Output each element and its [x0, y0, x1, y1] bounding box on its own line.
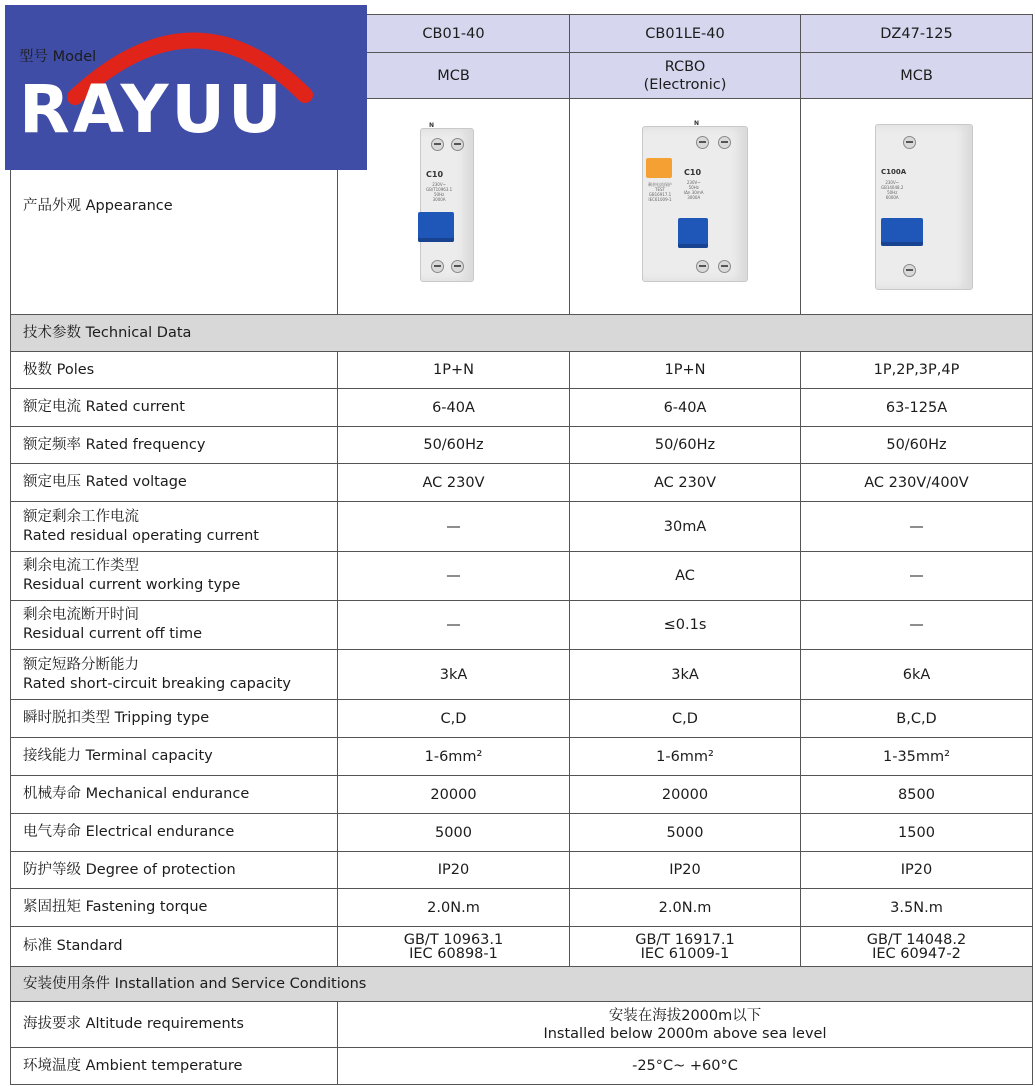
spec-label: [11, 601, 338, 650]
dz47-125-breaker-icon: C100A 230V~ GB14048.2 50Hz 6000A: [805, 100, 1028, 314]
spec-value: IP20: [801, 852, 1033, 889]
spec-value: 8500: [801, 776, 1033, 814]
spec-label-zh: 额定电压 Rated voltage: [23, 474, 187, 490]
spec-value: —: [801, 552, 1033, 601]
spec-value: —: [801, 502, 1033, 552]
spec-value: —: [338, 601, 570, 650]
spec-label-en: Residual current working type: [23, 577, 241, 593]
section-title: 技术参数 Technical Data: [11, 315, 1033, 352]
section-row: [11, 967, 1033, 1002]
spec-label-en: Residual current off time: [23, 626, 202, 642]
spec-label: [11, 352, 338, 389]
spec-label-zh: 剩余电流断开时间: [23, 607, 139, 623]
spec-row: [11, 650, 1033, 700]
standard-cell: [570, 927, 801, 967]
standard-value: GB/T 10963.1: [403, 931, 504, 948]
spec-row: [11, 776, 1033, 814]
standard-cell: [338, 927, 570, 967]
altitude-value: [338, 1002, 1033, 1048]
model-cell: CB01-40: [338, 15, 570, 53]
temperature-label: 环境温度 Ambient temperature: [11, 1048, 338, 1085]
spec-value: 1P+N: [338, 352, 570, 389]
spec-label-zh: 极数 Poles: [23, 361, 95, 378]
spec-row: [11, 552, 1033, 601]
standard-value: GB/T 16917.1: [635, 931, 735, 948]
spec-label-zh: 瞬时脱扣类型 Tripping type: [23, 710, 210, 726]
spec-value: AC 230V: [570, 464, 801, 502]
spec-label: [11, 552, 338, 601]
model-cell: DZ47-125: [801, 15, 1033, 53]
product-image-cell: [338, 99, 570, 315]
product-rating: C10: [684, 167, 702, 177]
type-cell: [570, 53, 801, 99]
cb01le-40-rcbo-icon: N 剩余电流保护 TEST GB16917.1 IEC61009-1 C10 230V~ 50Hz IΔn 30mA 3000A: [574, 100, 796, 314]
type-cell: MCB: [801, 53, 1033, 99]
spec-value: —: [801, 601, 1033, 650]
spec-row: [11, 502, 1033, 552]
product-rating: C10: [426, 169, 444, 179]
spec-value: AC: [570, 552, 801, 601]
type-sub: (Electronic): [643, 76, 727, 93]
spec-value: 1500: [801, 814, 1033, 852]
spec-label-zh: 额定短路分断能力: [23, 656, 139, 673]
spec-value: C,D: [570, 700, 801, 738]
spec-value: 3kA: [338, 650, 570, 700]
altitude-label: 海拔要求 Altitude requirements: [11, 1002, 338, 1048]
standard-label: 标准 Standard: [11, 927, 338, 967]
spec-value: 20000: [338, 776, 570, 814]
spec-value: 5000: [570, 814, 801, 852]
spec-value: ≤0.1s: [570, 601, 801, 650]
temperature-value: -25°C~ +60°C: [338, 1048, 1033, 1085]
spec-value: 1P+N: [570, 352, 801, 389]
spec-label: [11, 814, 338, 852]
spec-row: [11, 700, 1033, 738]
temperature-row: [11, 1048, 1033, 1085]
rayuu-logo: [5, 5, 367, 170]
standard-value: IEC 61009-1: [640, 945, 730, 962]
spec-value: 6-40A: [570, 389, 801, 427]
spec-value: 1-6mm²: [338, 738, 570, 776]
spec-label-zh: 额定剩余工作电流: [23, 508, 139, 525]
spec-value: 2.0N.m: [338, 889, 570, 927]
spec-row: [11, 738, 1033, 776]
spec-label: [11, 700, 338, 738]
spec-value: 1-6mm²: [570, 738, 801, 776]
product-image-cell: [570, 99, 801, 315]
model-cell: CB01LE-40: [570, 15, 801, 53]
spec-value: 5000: [338, 814, 570, 852]
spec-value: AC 230V: [338, 464, 570, 502]
spec-label-zh: 额定频率 Rated frequency: [23, 436, 206, 453]
spec-value: 30mA: [570, 502, 801, 552]
section-title: 安装使用条件 Installation and Service Conditions: [11, 967, 1033, 1002]
spec-value: 1-35mm²: [801, 738, 1033, 776]
spec-row: [11, 889, 1033, 927]
spec-row: [11, 464, 1033, 502]
spec-label-zh: 额定电流 Rated current: [23, 399, 185, 415]
spec-value: B,C,D: [801, 700, 1033, 738]
spec-value: 20000: [570, 776, 801, 814]
spec-label-zh: 紧固扭矩 Fastening torque: [23, 899, 208, 915]
spec-label: [11, 776, 338, 814]
spec-value: 63-125A: [801, 389, 1033, 427]
spec-label: [11, 650, 338, 700]
spec-value: IP20: [570, 852, 801, 889]
spec-label-zh: 接线能力 Terminal capacity: [23, 748, 213, 764]
spec-label-zh: 防护等级 Degree of protection: [23, 861, 236, 878]
spec-value: 1P,2P,3P,4P: [801, 352, 1033, 389]
standard-cell: [801, 927, 1033, 967]
spec-value: 2.0N.m: [570, 889, 801, 927]
spec-table: [10, 14, 1033, 1085]
product-image-cell: [801, 99, 1033, 315]
spec-label-en: Rated residual operating current: [23, 527, 259, 544]
spec-label: [11, 852, 338, 889]
spec-label-zh: 机械寿命 Mechanical endurance: [23, 786, 250, 802]
spec-value: C,D: [338, 700, 570, 738]
spec-value: 50/60Hz: [338, 427, 570, 464]
spec-value: 3.5N.m: [801, 889, 1033, 927]
type-cell: MCB: [338, 53, 570, 99]
spec-row: [11, 427, 1033, 464]
altitude-line: Installed below 2000m above sea level: [543, 1025, 827, 1042]
spec-label-zh: 电气寿命 Electrical endurance: [23, 824, 235, 840]
spec-label: [11, 738, 338, 776]
spec-row: [11, 352, 1033, 389]
standard-value: IEC 60947-2: [872, 945, 961, 962]
spec-value: 6kA: [801, 650, 1033, 700]
spec-value: 50/60Hz: [801, 427, 1033, 464]
logo-text: RAYUU: [19, 71, 285, 148]
spec-row: [11, 814, 1033, 852]
appearance-label: 产品外观 Appearance: [11, 99, 338, 315]
spec-value: AC 230V/400V: [801, 464, 1033, 502]
spec-row: [11, 852, 1033, 889]
spec-label: [11, 464, 338, 502]
spec-value: 6-40A: [338, 389, 570, 427]
type-main: RCBO: [664, 58, 706, 75]
spec-value: —: [338, 552, 570, 601]
spec-row: [11, 389, 1033, 427]
spec-value: IP20: [338, 852, 570, 889]
cb01-40-breaker-icon: N C10 230V~ GB/T10963.1 50Hz 3000A: [342, 100, 565, 314]
standard-row: [11, 927, 1033, 967]
spec-label: [11, 389, 338, 427]
model-label: 型号 Model: [19, 49, 97, 65]
spec-label: [11, 427, 338, 464]
spec-label-zh: 剩余电流工作类型: [23, 558, 139, 574]
standard-value: IEC 60898-1: [409, 945, 498, 962]
spec-value: —: [338, 502, 570, 552]
spec-value: 3kA: [570, 650, 801, 700]
section-row: [11, 315, 1033, 352]
spec-value: 50/60Hz: [570, 427, 801, 464]
spec-label-en: Rated short-circuit breaking capacity: [23, 675, 291, 692]
product-rating: C100A: [881, 167, 907, 176]
spec-label: [11, 889, 338, 927]
spec-row: [11, 601, 1033, 650]
altitude-line: 安装在海拔2000m以下: [608, 1007, 762, 1024]
spec-label: [11, 502, 338, 552]
standard-value: GB/T 14048.2: [866, 931, 967, 948]
altitude-row: [11, 1002, 1033, 1048]
